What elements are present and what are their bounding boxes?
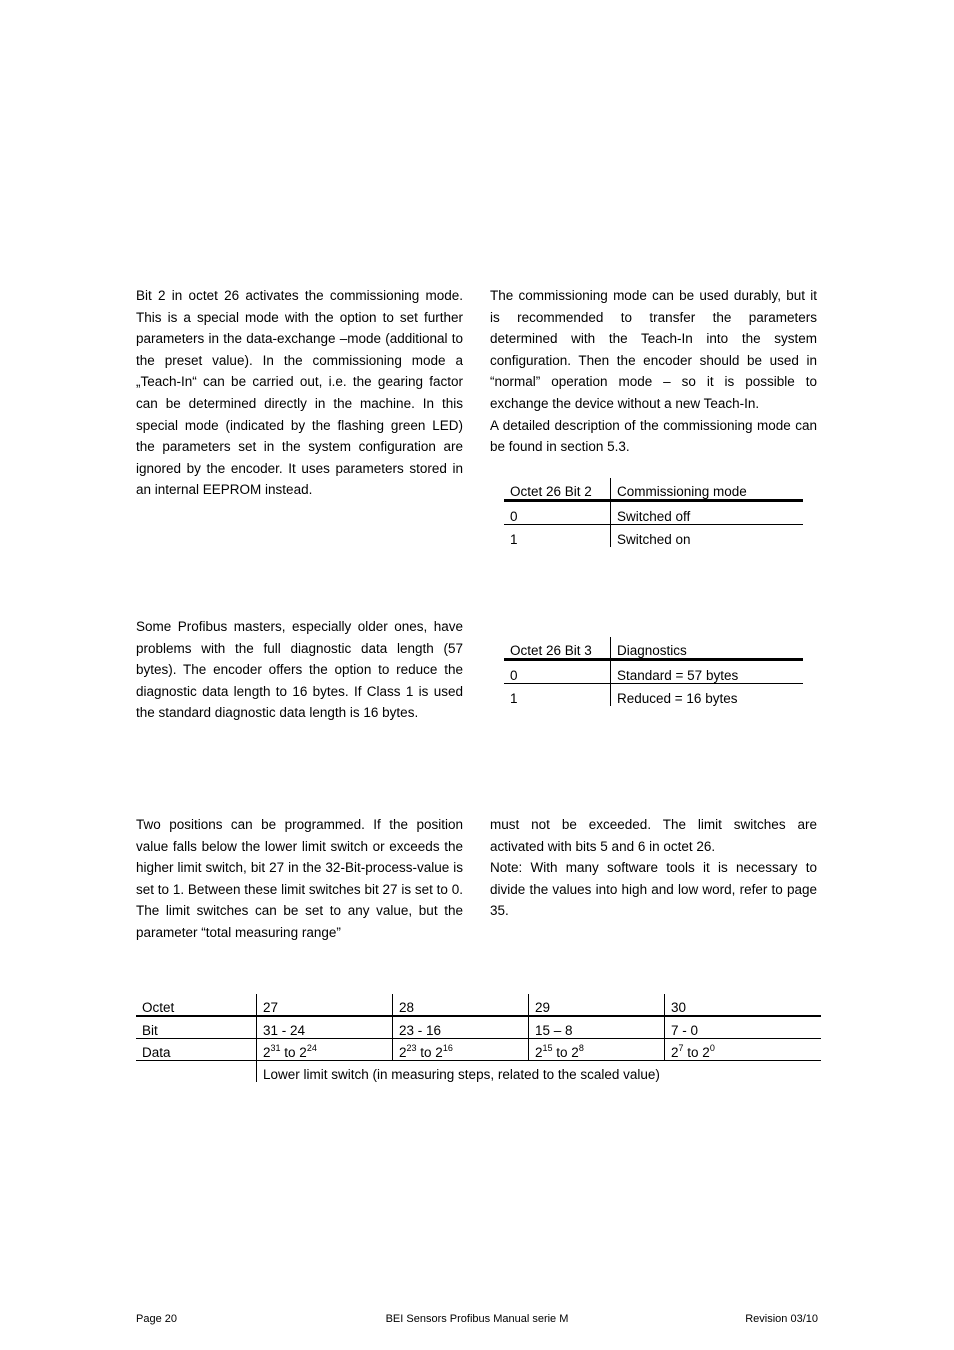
- row-label: Bit: [136, 1016, 257, 1039]
- commissioning-notes: [490, 285, 817, 458]
- table-cell: 31 - 24: [257, 1016, 393, 1039]
- limits-notes: [490, 814, 817, 922]
- diagnostics-text: Some Profibus masters, especially older ones, have problems with the full diagnostic data length (57 bytes). The encoder offers the option to reduce the diagnostic data length to 16 bytes. If Class 1 is used the standard diagnostic data length is 16 bytes.: [136, 619, 463, 721]
- table-cell: 1: [504, 684, 611, 707]
- commissioning-right-p2: A detailed description of the commissioning mode can be found in section 5.3.: [490, 417, 817, 455]
- row-label: Data: [136, 1039, 257, 1061]
- table-cell: 23 - 16: [393, 1016, 529, 1039]
- table-cell: $2^7$ to $2^0$: [665, 1039, 822, 1061]
- table-cell-empty: [136, 1061, 257, 1083]
- commissioning-table: [504, 478, 803, 547]
- table-cell: $2^{15}$ to $2^8$: [529, 1039, 665, 1061]
- table-cell: 1: [504, 525, 611, 548]
- footer-page-number: Page 20: [136, 1313, 177, 1325]
- commissioning-right-p1: The commissioning mode can be used durably, but it is recommended to transfer the parameters determined with the Teach-In into the system configuration. Then the encoder should be used in “normal” operation mode – so it is possible to exchange the device without a new Teach-In.: [490, 288, 817, 411]
- table-header-cell: Diagnostics: [611, 637, 804, 660]
- table-header-row: [504, 637, 803, 660]
- limits-description: [136, 814, 463, 944]
- diagnostics-table: [504, 637, 803, 706]
- commissioning-left-text: Bit 2 in octet 26 activates the commissioning mode. This is a special mode with the option to set further parameters in the data-exchange –mode (additional to the preset value). In the commissioning mode a „Teach-In“ can be carried out, i.e. the gearing factor can be determined directly in the machine. In this special mode (indicated by the flashing green LED) the parameters set in the system configuration are ignored by the encoder. It uses parameters stored in an internal EEPROM instead.: [136, 288, 463, 498]
- table-row: [504, 501, 803, 525]
- table-row-octet: [136, 994, 821, 1016]
- table-row-description: [136, 1061, 821, 1083]
- table-row-data: [136, 1039, 821, 1061]
- table-header-cell: Octet 26 Bit 2: [504, 478, 611, 501]
- table-row: [504, 660, 803, 684]
- footer-revision: Revision 03/10: [745, 1313, 818, 1325]
- table-row: [504, 525, 803, 548]
- table-cell: Standard = 57 bytes: [611, 660, 804, 684]
- table-cell: 30: [665, 994, 822, 1016]
- limits-right-p2: Note: With many software tools it is necessary to divide the values into high and low word, refer to page 35.: [490, 860, 817, 919]
- table-cell-description: Lower limit switch (in measuring steps, related to the scaled value): [257, 1061, 822, 1083]
- table-header-cell: Octet 26 Bit 3: [504, 637, 611, 660]
- table-cell: 0: [504, 660, 611, 684]
- table-cell: 28: [393, 994, 529, 1016]
- table-cell: Switched off: [611, 501, 804, 525]
- table-cell: $2^{23}$ to $2^{16}$: [393, 1039, 529, 1061]
- limit-switch-table: [136, 994, 821, 1082]
- footer-title: BEI Sensors Profibus Manual serie M: [385, 1313, 569, 1325]
- diagnostics-description: [136, 616, 463, 724]
- table-cell: $2^{31}$ to $2^{24}$: [257, 1039, 393, 1061]
- table-cell: 0: [504, 501, 611, 525]
- table-header-row: [504, 478, 803, 501]
- row-label: Octet: [136, 994, 257, 1016]
- table-header-cell: Commissioning mode: [611, 478, 804, 501]
- table-cell: Switched on: [617, 532, 691, 547]
- table-cell: Reduced = 16 bytes: [617, 691, 738, 706]
- table-cell: 7 - 0: [665, 1016, 822, 1039]
- table-row-bit: [136, 1016, 821, 1039]
- table-cell: 29: [529, 994, 665, 1016]
- table-row: [504, 684, 803, 707]
- commissioning-description: [136, 285, 463, 501]
- limits-left-text: Two positions can be programmed. If the position value falls below the lower limit switch or exceeds the higher limit switch, bit 27 in the 32-Bit-process-value is set to 1. Between these limit switches bit 27 is set to 0. The limit switches can be set to any value, but the parameter “total measuring range”: [136, 817, 463, 940]
- table-cell: 15 – 8: [529, 1016, 665, 1039]
- limits-right-p1: must not be exceeded. The limit switches are activated with bits 5 and 6 in octet 26.: [490, 817, 817, 854]
- table-cell: 27: [257, 994, 393, 1016]
